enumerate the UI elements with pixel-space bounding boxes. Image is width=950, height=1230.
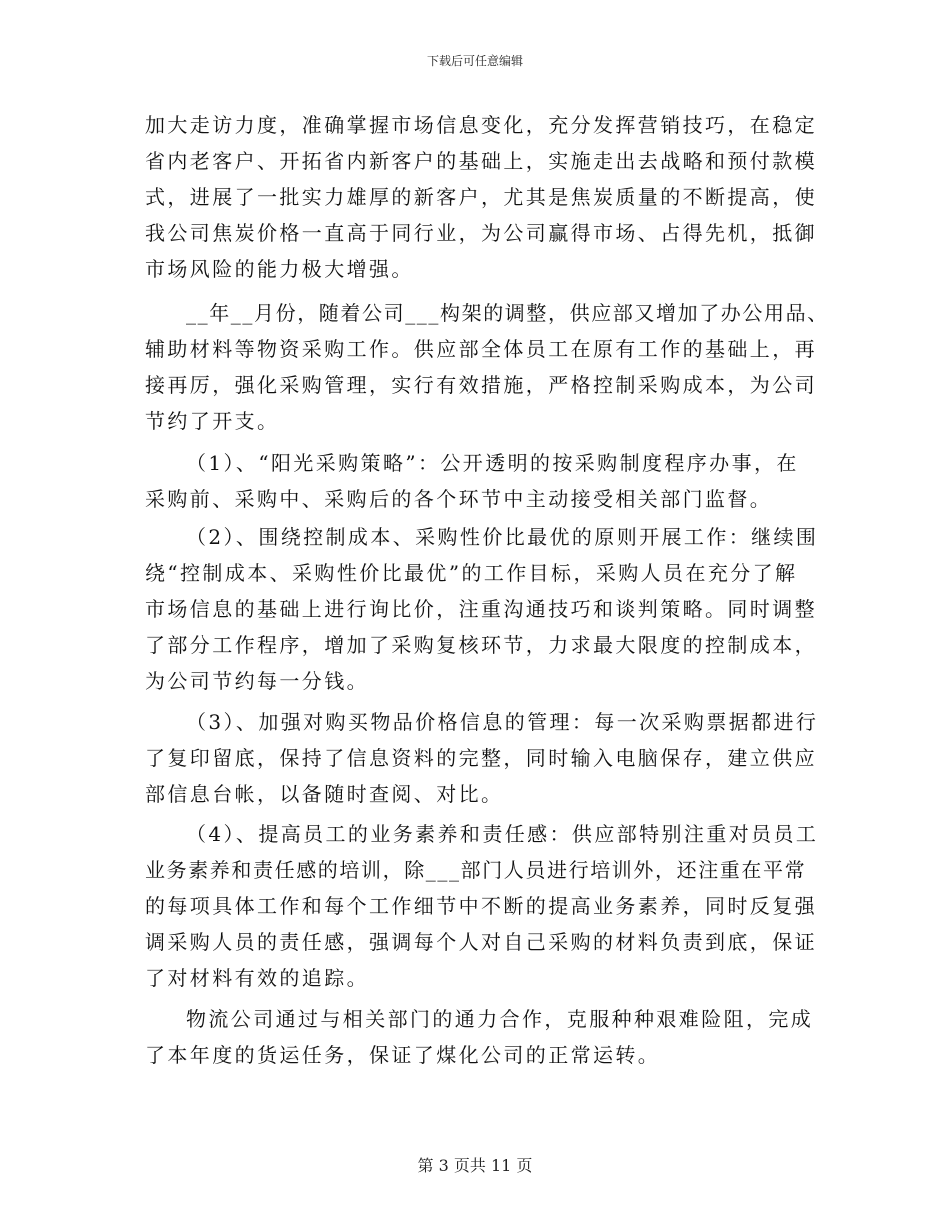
body-line: 业务素养和责任感的培训，除___部门人员进行培训外，还注重在平常 xyxy=(145,858,807,882)
body-line: 了复印留底，保持了信息资料的完整，同时输入电脑保存，建立供应 xyxy=(145,746,817,770)
body-line: 了部分工作程序，增加了采购复核环节，力求最大限度的控制成本， xyxy=(145,633,817,657)
body-line: 辅助材料等物资采购工作。供应部全体员工在原有工作的基础上，再 xyxy=(145,337,817,361)
body-line: 为公司节约每一分钱。 xyxy=(145,669,369,693)
body-line: 采购前、采购中、采购后的各个环节中主动接受相关部门监督。 xyxy=(145,487,773,511)
list-item-1-first-line: （1）、“阳光采购策略”：公开透明的按采购制度程序办事，在 xyxy=(186,451,799,475)
body-line: 了对材料有效的追踪。 xyxy=(145,966,369,990)
body-line: 加大走访力度，准确掌握市场信息变化，充分发挥营销技巧，在稳定 xyxy=(145,113,817,137)
page-number: 第 3 页共 11 页 xyxy=(417,1156,533,1175)
body-line: 市场风险的能力极大增强。 xyxy=(145,257,414,281)
list-item-2-first-line: （2）、围绕控制成本、采购性价比最优的原则开展工作：继续围 xyxy=(186,525,819,549)
body-line: 调采购人员的责任感，强调每个人对自己采购的材料负责到底，保证 xyxy=(145,930,817,954)
body-line: 节约了开支。 xyxy=(145,409,280,433)
body-line: 我公司焦炭价格一直高于同行业，为公司赢得市场、占得先机，抵御 xyxy=(145,221,817,245)
body-line: 绕“控制成本、采购性价比最优”的工作目标，采购人员在充分了解 xyxy=(145,561,798,585)
list-item-4-first-line: （4）、提高员工的业务素养和责任感：供应部特别注重对员员工 xyxy=(186,822,819,846)
body-line: 省内老客户、开拓省内新客户的基础上，实施走出去战略和预付款模 xyxy=(145,149,817,173)
body-line: 式，进展了一批实力雄厚的新客户，尤其是焦炭质量的不断提高，使 xyxy=(145,185,817,209)
list-item-3-first-line: （3）、加强对购买物品价格信息的管理：每一次采购票据都进行 xyxy=(186,710,819,734)
body-line: 接再厉，强化采购管理，实行有效措施，严格控制采购成本，为公司 xyxy=(145,373,817,397)
body-line: 的每项具体工作和每个工作细节中不断的提高业务素养，同时反复强 xyxy=(145,894,817,918)
body-line: 市场信息的基础上进行询比价，注重沟通技巧和谈判策略。同时调整 xyxy=(145,597,817,621)
page-header-note: 下载后可任意编辑 xyxy=(426,54,523,68)
paragraph-first-line: 物流公司通过与相关部门的通力合作，克服种种艰难险阻，完成 xyxy=(186,1007,814,1031)
body-line: 了本年度的货运任务，保证了煤化公司的正常运转。 xyxy=(145,1043,661,1067)
body-line: 部信息台帐，以备随时查阅、对比。 xyxy=(145,782,504,806)
paragraph-first-line: __年__月份，随着公司___构架的调整，供应部又增加了办公用品、 xyxy=(186,301,829,325)
